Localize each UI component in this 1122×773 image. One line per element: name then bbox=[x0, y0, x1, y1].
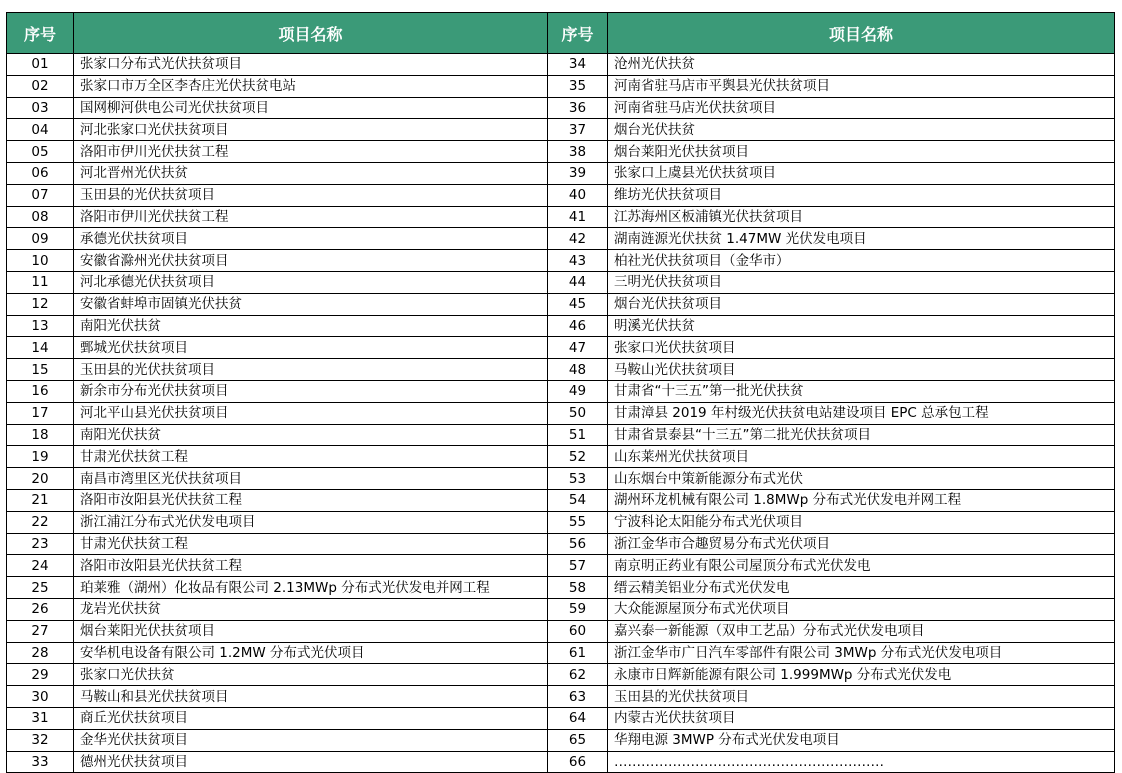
project-name-cell: 湖南涟源光伏扶贫 1.47MW 光伏发电项目 bbox=[608, 228, 1115, 250]
header-project-name-left: 项目名称 bbox=[74, 13, 548, 54]
project-name-cell: 鄄城光伏扶贫项目 bbox=[74, 337, 548, 359]
serial-cell: 47 bbox=[548, 337, 608, 359]
project-name-cell: 烟台光伏扶贫 bbox=[608, 119, 1115, 141]
serial-cell: 28 bbox=[7, 642, 74, 664]
table-row bbox=[7, 315, 1115, 337]
project-name-cell: 甘肃省景泰县“十三五”第二批光伏扶贫项目 bbox=[608, 424, 1115, 446]
serial-cell: 45 bbox=[548, 293, 608, 315]
project-name-cell: 大众能源屋顶分布式光伏项目 bbox=[608, 598, 1115, 620]
project-name-cell: 河南省驻马店光伏扶贫项目 bbox=[608, 97, 1115, 119]
table-row bbox=[7, 293, 1115, 315]
serial-cell: 09 bbox=[7, 228, 74, 250]
serial-cell: 15 bbox=[7, 359, 74, 381]
project-name-cell: 河南省驻马店市平舆县光伏扶贫项目 bbox=[608, 75, 1115, 97]
serial-cell: 10 bbox=[7, 250, 74, 272]
project-name-cell: 南昌市湾里区光伏扶贫项目 bbox=[74, 468, 548, 490]
serial-cell: 39 bbox=[548, 162, 608, 184]
serial-cell: 20 bbox=[7, 468, 74, 490]
project-name-cell: 山东莱州光伏扶贫项目 bbox=[608, 446, 1115, 468]
table-row bbox=[7, 54, 1115, 76]
serial-cell: 24 bbox=[7, 555, 74, 577]
project-name-cell: 珀莱雅（湖州）化妆品有限公司 2.13MWp 分布式光伏发电并网工程 bbox=[74, 577, 548, 599]
project-name-cell: 浙江金华市广日汽车零部件有限公司 3MWp 分布式光伏发电项目 bbox=[608, 642, 1115, 664]
project-name-cell: 德州光伏扶贫项目 bbox=[74, 751, 548, 773]
serial-cell: 30 bbox=[7, 686, 74, 708]
project-name-cell: 明溪光伏扶贫 bbox=[608, 315, 1115, 337]
project-name-cell: 湖州环龙机械有限公司 1.8MWp 分布式光伏发电并网工程 bbox=[608, 489, 1115, 511]
serial-cell: 41 bbox=[548, 206, 608, 228]
table-row bbox=[7, 751, 1115, 773]
serial-cell: 58 bbox=[548, 577, 608, 599]
table-row bbox=[7, 250, 1115, 272]
table-row bbox=[7, 271, 1115, 293]
serial-cell: 33 bbox=[7, 751, 74, 773]
table-row bbox=[7, 664, 1115, 686]
serial-cell: 43 bbox=[548, 250, 608, 272]
project-name-cell: 金华光伏扶贫项目 bbox=[74, 729, 548, 751]
project-name-cell: 维坊光伏扶贫项目 bbox=[608, 184, 1115, 206]
project-name-cell: 南京明正药业有限公司屋顶分布式光伏发电 bbox=[608, 555, 1115, 577]
serial-cell: 19 bbox=[7, 446, 74, 468]
project-name-cell: 洛阳市伊川光伏扶贫工程 bbox=[74, 141, 548, 163]
table-row bbox=[7, 380, 1115, 402]
project-name-cell: 龙岩光伏扶贫 bbox=[74, 598, 548, 620]
serial-cell: 35 bbox=[548, 75, 608, 97]
serial-cell: 55 bbox=[548, 511, 608, 533]
serial-cell: 63 bbox=[548, 686, 608, 708]
project-name-cell: 浙江浦江分布式光伏发电项目 bbox=[74, 511, 548, 533]
project-name-cell: 烟台光伏扶贫项目 bbox=[608, 293, 1115, 315]
serial-cell: 13 bbox=[7, 315, 74, 337]
serial-cell: 53 bbox=[548, 468, 608, 490]
project-name-cell: 华翔电源 3MWP 分布式光伏发电项目 bbox=[608, 729, 1115, 751]
table-row bbox=[7, 162, 1115, 184]
project-name-cell: 甘肃漳县 2019 年村级光伏扶贫电站建设项目 EPC 总承包工程 bbox=[608, 402, 1115, 424]
table-row bbox=[7, 729, 1115, 751]
table-row bbox=[7, 533, 1115, 555]
project-name-cell: 沧州光伏扶贫 bbox=[608, 54, 1115, 76]
project-name-cell: 张家口光伏扶贫项目 bbox=[608, 337, 1115, 359]
table-row bbox=[7, 184, 1115, 206]
project-name-cell: 洛阳市伊川光伏扶贫工程 bbox=[74, 206, 548, 228]
serial-cell: 51 bbox=[548, 424, 608, 446]
serial-cell: 32 bbox=[7, 729, 74, 751]
header-project-name-right: 项目名称 bbox=[608, 13, 1115, 54]
project-name-cell: 安徽省蚌埠市固镇光伏扶贫 bbox=[74, 293, 548, 315]
project-name-cell: 山东烟台中策新能源分布式光伏 bbox=[608, 468, 1115, 490]
project-name-cell: 浙江金华市合趣贸易分布式光伏项目 bbox=[608, 533, 1115, 555]
project-table bbox=[6, 12, 1115, 773]
serial-cell: 14 bbox=[7, 337, 74, 359]
project-name-cell: 新余市分布光伏扶贫项目 bbox=[74, 380, 548, 402]
project-name-cell: 玉田县的光伏扶贫项目 bbox=[74, 359, 548, 381]
project-name-cell: 缙云精美铝业分布式光伏发电 bbox=[608, 577, 1115, 599]
serial-cell: 23 bbox=[7, 533, 74, 555]
serial-cell: 29 bbox=[7, 664, 74, 686]
project-name-cell: 承德光伏扶贫项目 bbox=[74, 228, 548, 250]
table-row bbox=[7, 424, 1115, 446]
serial-cell: 06 bbox=[7, 162, 74, 184]
serial-cell: 49 bbox=[548, 380, 608, 402]
table-row bbox=[7, 642, 1115, 664]
serial-cell: 25 bbox=[7, 577, 74, 599]
serial-cell: 64 bbox=[548, 707, 608, 729]
serial-cell: 60 bbox=[548, 620, 608, 642]
serial-cell: 37 bbox=[548, 119, 608, 141]
serial-cell: 18 bbox=[7, 424, 74, 446]
project-name-cell: …………………………………………………… bbox=[608, 751, 1115, 773]
project-name-cell: 张家口光伏扶贫 bbox=[74, 664, 548, 686]
serial-cell: 44 bbox=[548, 271, 608, 293]
table-row bbox=[7, 402, 1115, 424]
table-row bbox=[7, 446, 1115, 468]
serial-cell: 05 bbox=[7, 141, 74, 163]
serial-cell: 34 bbox=[548, 54, 608, 76]
project-name-cell: 张家口市万全区李杏庄光伏扶贫电站 bbox=[74, 75, 548, 97]
serial-cell: 54 bbox=[548, 489, 608, 511]
serial-cell: 36 bbox=[548, 97, 608, 119]
serial-cell: 07 bbox=[7, 184, 74, 206]
serial-cell: 38 bbox=[548, 141, 608, 163]
project-name-cell: 洛阳市汝阳县光伏扶贫工程 bbox=[74, 489, 548, 511]
header-row bbox=[7, 13, 1115, 54]
header-serial-right: 序号 bbox=[548, 13, 608, 54]
table-row bbox=[7, 228, 1115, 250]
project-name-cell: 安华机电设备有限公司 1.2MW 分布式光伏项目 bbox=[74, 642, 548, 664]
serial-cell: 01 bbox=[7, 54, 74, 76]
project-name-cell: 柏社光伏扶贫项目（金华市） bbox=[608, 250, 1115, 272]
project-name-cell: 国网柳河供电公司光伏扶贫项目 bbox=[74, 97, 548, 119]
table-row bbox=[7, 707, 1115, 729]
serial-cell: 27 bbox=[7, 620, 74, 642]
table-row bbox=[7, 119, 1115, 141]
project-name-cell: 张家口分布式光伏扶贫项目 bbox=[74, 54, 548, 76]
table-row bbox=[7, 359, 1115, 381]
serial-cell: 16 bbox=[7, 380, 74, 402]
table-row bbox=[7, 489, 1115, 511]
serial-cell: 04 bbox=[7, 119, 74, 141]
table-row bbox=[7, 577, 1115, 599]
serial-cell: 66 bbox=[548, 751, 608, 773]
table-row bbox=[7, 97, 1115, 119]
project-name-cell: 永康市日辉新能源有限公司 1.999MWp 分布式光伏发电 bbox=[608, 664, 1115, 686]
project-name-cell: 玉田县的光伏扶贫项目 bbox=[608, 686, 1115, 708]
serial-cell: 46 bbox=[548, 315, 608, 337]
serial-cell: 59 bbox=[548, 598, 608, 620]
table-row bbox=[7, 141, 1115, 163]
serial-cell: 62 bbox=[548, 664, 608, 686]
project-name-cell: 南阳光伏扶贫 bbox=[74, 315, 548, 337]
project-name-cell: 嘉兴泰一新能源（双申工艺品）分布式光伏发电项目 bbox=[608, 620, 1115, 642]
project-name-cell: 宁波科论太阳能分布式光伏项目 bbox=[608, 511, 1115, 533]
serial-cell: 26 bbox=[7, 598, 74, 620]
project-name-cell: 烟台莱阳光伏扶贫项目 bbox=[608, 141, 1115, 163]
project-name-cell: 江苏海州区板浦镇光伏扶贫项目 bbox=[608, 206, 1115, 228]
project-name-cell: 洛阳市汝阳县光伏扶贫工程 bbox=[74, 555, 548, 577]
serial-cell: 65 bbox=[548, 729, 608, 751]
project-name-cell: 烟台莱阳光伏扶贫项目 bbox=[74, 620, 548, 642]
serial-cell: 12 bbox=[7, 293, 74, 315]
serial-cell: 56 bbox=[548, 533, 608, 555]
table-row bbox=[7, 337, 1115, 359]
project-name-cell: 三明光伏扶贫项目 bbox=[608, 271, 1115, 293]
serial-cell: 03 bbox=[7, 97, 74, 119]
project-name-cell: 马鞍山光伏扶贫项目 bbox=[608, 359, 1115, 381]
project-name-cell: 甘肃光伏扶贫工程 bbox=[74, 446, 548, 468]
table-row bbox=[7, 511, 1115, 533]
table-row bbox=[7, 620, 1115, 642]
serial-cell: 48 bbox=[548, 359, 608, 381]
project-name-cell: 南阳光伏扶贫 bbox=[74, 424, 548, 446]
table-row bbox=[7, 206, 1115, 228]
serial-cell: 50 bbox=[548, 402, 608, 424]
project-name-cell: 甘肃省“十三五”第一批光伏扶贫 bbox=[608, 380, 1115, 402]
serial-cell: 22 bbox=[7, 511, 74, 533]
table-row bbox=[7, 468, 1115, 490]
serial-cell: 57 bbox=[548, 555, 608, 577]
table-row bbox=[7, 598, 1115, 620]
project-name-cell: 商丘光伏扶贫项目 bbox=[74, 707, 548, 729]
table-row bbox=[7, 555, 1115, 577]
project-name-cell: 河北张家口光伏扶贫项目 bbox=[74, 119, 548, 141]
serial-cell: 40 bbox=[548, 184, 608, 206]
serial-cell: 02 bbox=[7, 75, 74, 97]
project-name-cell: 玉田县的光伏扶贫项目 bbox=[74, 184, 548, 206]
serial-cell: 31 bbox=[7, 707, 74, 729]
project-name-cell: 甘肃光伏扶贫工程 bbox=[74, 533, 548, 555]
project-name-cell: 河北平山县光伏扶贫项目 bbox=[74, 402, 548, 424]
serial-cell: 61 bbox=[548, 642, 608, 664]
project-name-cell: 张家口上虞县光伏扶贫项目 bbox=[608, 162, 1115, 184]
project-name-cell: 安徽省滁州光伏扶贫项目 bbox=[74, 250, 548, 272]
serial-cell: 52 bbox=[548, 446, 608, 468]
table-row bbox=[7, 75, 1115, 97]
header-serial-left: 序号 bbox=[7, 13, 74, 54]
serial-cell: 11 bbox=[7, 271, 74, 293]
serial-cell: 08 bbox=[7, 206, 74, 228]
table-row bbox=[7, 686, 1115, 708]
project-name-cell: 内蒙古光伏扶贫项目 bbox=[608, 707, 1115, 729]
project-name-cell: 马鞍山和县光伏扶贫项目 bbox=[74, 686, 548, 708]
project-name-cell: 河北晋州光伏扶贫 bbox=[74, 162, 548, 184]
project-name-cell: 河北承德光伏扶贫项目 bbox=[74, 271, 548, 293]
serial-cell: 21 bbox=[7, 489, 74, 511]
serial-cell: 42 bbox=[548, 228, 608, 250]
serial-cell: 17 bbox=[7, 402, 74, 424]
